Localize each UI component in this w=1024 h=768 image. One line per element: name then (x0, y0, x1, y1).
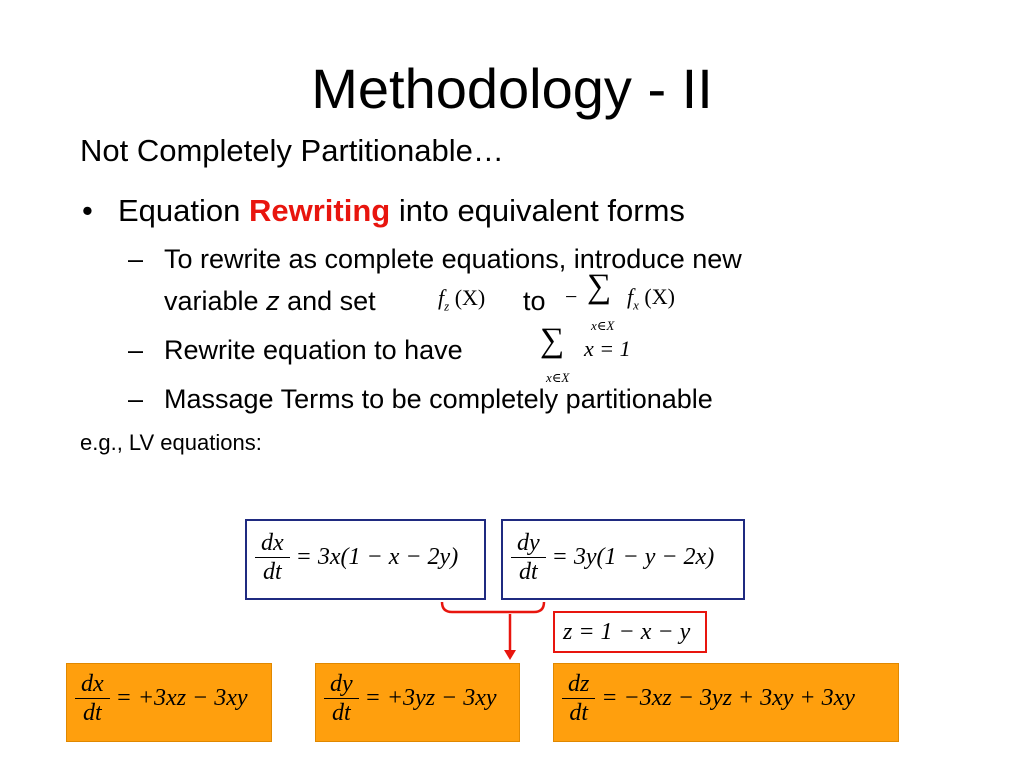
bullet-text-pre: Equation (118, 193, 249, 228)
formula-fz-sub: z (444, 298, 450, 314)
formula-neg: − (565, 284, 578, 309)
highlight-rewriting: Rewriting (249, 193, 391, 228)
sum-symbol-2: ∑ (540, 322, 565, 359)
slide-title: Methodology - II (311, 57, 713, 120)
sum-body: x = 1 (584, 336, 631, 361)
subtitle: Not Completely Partitionable… (80, 133, 504, 168)
bullet-marker: • (82, 193, 93, 228)
eq3-rhs: = +3xz − 3xy (115, 685, 248, 711)
sub-item-1-mid: and set (279, 286, 376, 316)
equation-dz-box (553, 663, 899, 742)
formula-fz (438, 285, 485, 314)
sum-subscript: x∈X (591, 318, 615, 333)
equation-dy-rewritten-box (315, 663, 520, 742)
sub-item-1-to: to (523, 286, 546, 316)
sub-item-3 (128, 381, 713, 417)
eq3-denominator: dt (82, 700, 102, 726)
formula-fz-arg: (X) (454, 285, 486, 310)
dash-marker: – (128, 335, 144, 365)
dash-marker: – (128, 244, 144, 274)
formula-fz-f: f (438, 285, 445, 310)
eq4-numerator: dy (324, 670, 359, 699)
eq2-denominator: dt (518, 559, 538, 585)
eq1-numerator: dx (255, 529, 290, 558)
example-label: e.g., LV equations: (80, 430, 262, 455)
variable-z: z (266, 286, 280, 316)
equation-dy-dt-box (501, 519, 745, 600)
eq4-rhs: = +3yz − 3xy (364, 685, 497, 711)
eq3-numerator: dx (75, 670, 110, 699)
eq5-numerator: dz (562, 670, 595, 699)
eq1-denominator: dt (262, 559, 282, 585)
dash-marker: – (128, 384, 144, 414)
sub-item-1 (128, 241, 742, 277)
sub-item-1-prefix: variable (164, 286, 267, 316)
equation-dx-dt-box (245, 519, 486, 600)
eq1-rhs: = 3x(1 − x − 2y) (295, 544, 459, 570)
eq2-numerator: dy (511, 529, 546, 558)
formula-fx-f: f (627, 284, 634, 309)
eq5-denominator: dt (569, 700, 588, 726)
eq5-rhs: = −3xz − 3yz + 3xy + 3xy (601, 685, 855, 711)
bracket-arrow (430, 598, 560, 664)
sub-item-2-text: Rewrite equation to have (164, 335, 463, 365)
eq2-rhs: = 3y(1 − y − 2x) (551, 544, 715, 570)
equation-dx-rewritten-box (66, 663, 272, 742)
sub-item-1-line2 (164, 283, 376, 319)
sub-item-2 (128, 332, 463, 368)
sum-subscript-2: x∈X (546, 370, 570, 385)
formula-fx-arg: (X) (644, 284, 675, 309)
bullet-text-post: into equivalent forms (390, 193, 685, 228)
eq-z: z = 1 − x − y (563, 619, 691, 645)
sum-symbol: ∑ (587, 268, 612, 305)
equation-z-box (553, 611, 707, 653)
sub-item-3-text: Massage Terms to be completely partitionable (164, 384, 713, 414)
formula-fx-sub: x (633, 297, 639, 313)
bullet-item (82, 190, 685, 232)
eq4-denominator: dt (331, 700, 351, 726)
sub-item-1-line1: To rewrite as complete equations, introduce new (164, 244, 742, 274)
